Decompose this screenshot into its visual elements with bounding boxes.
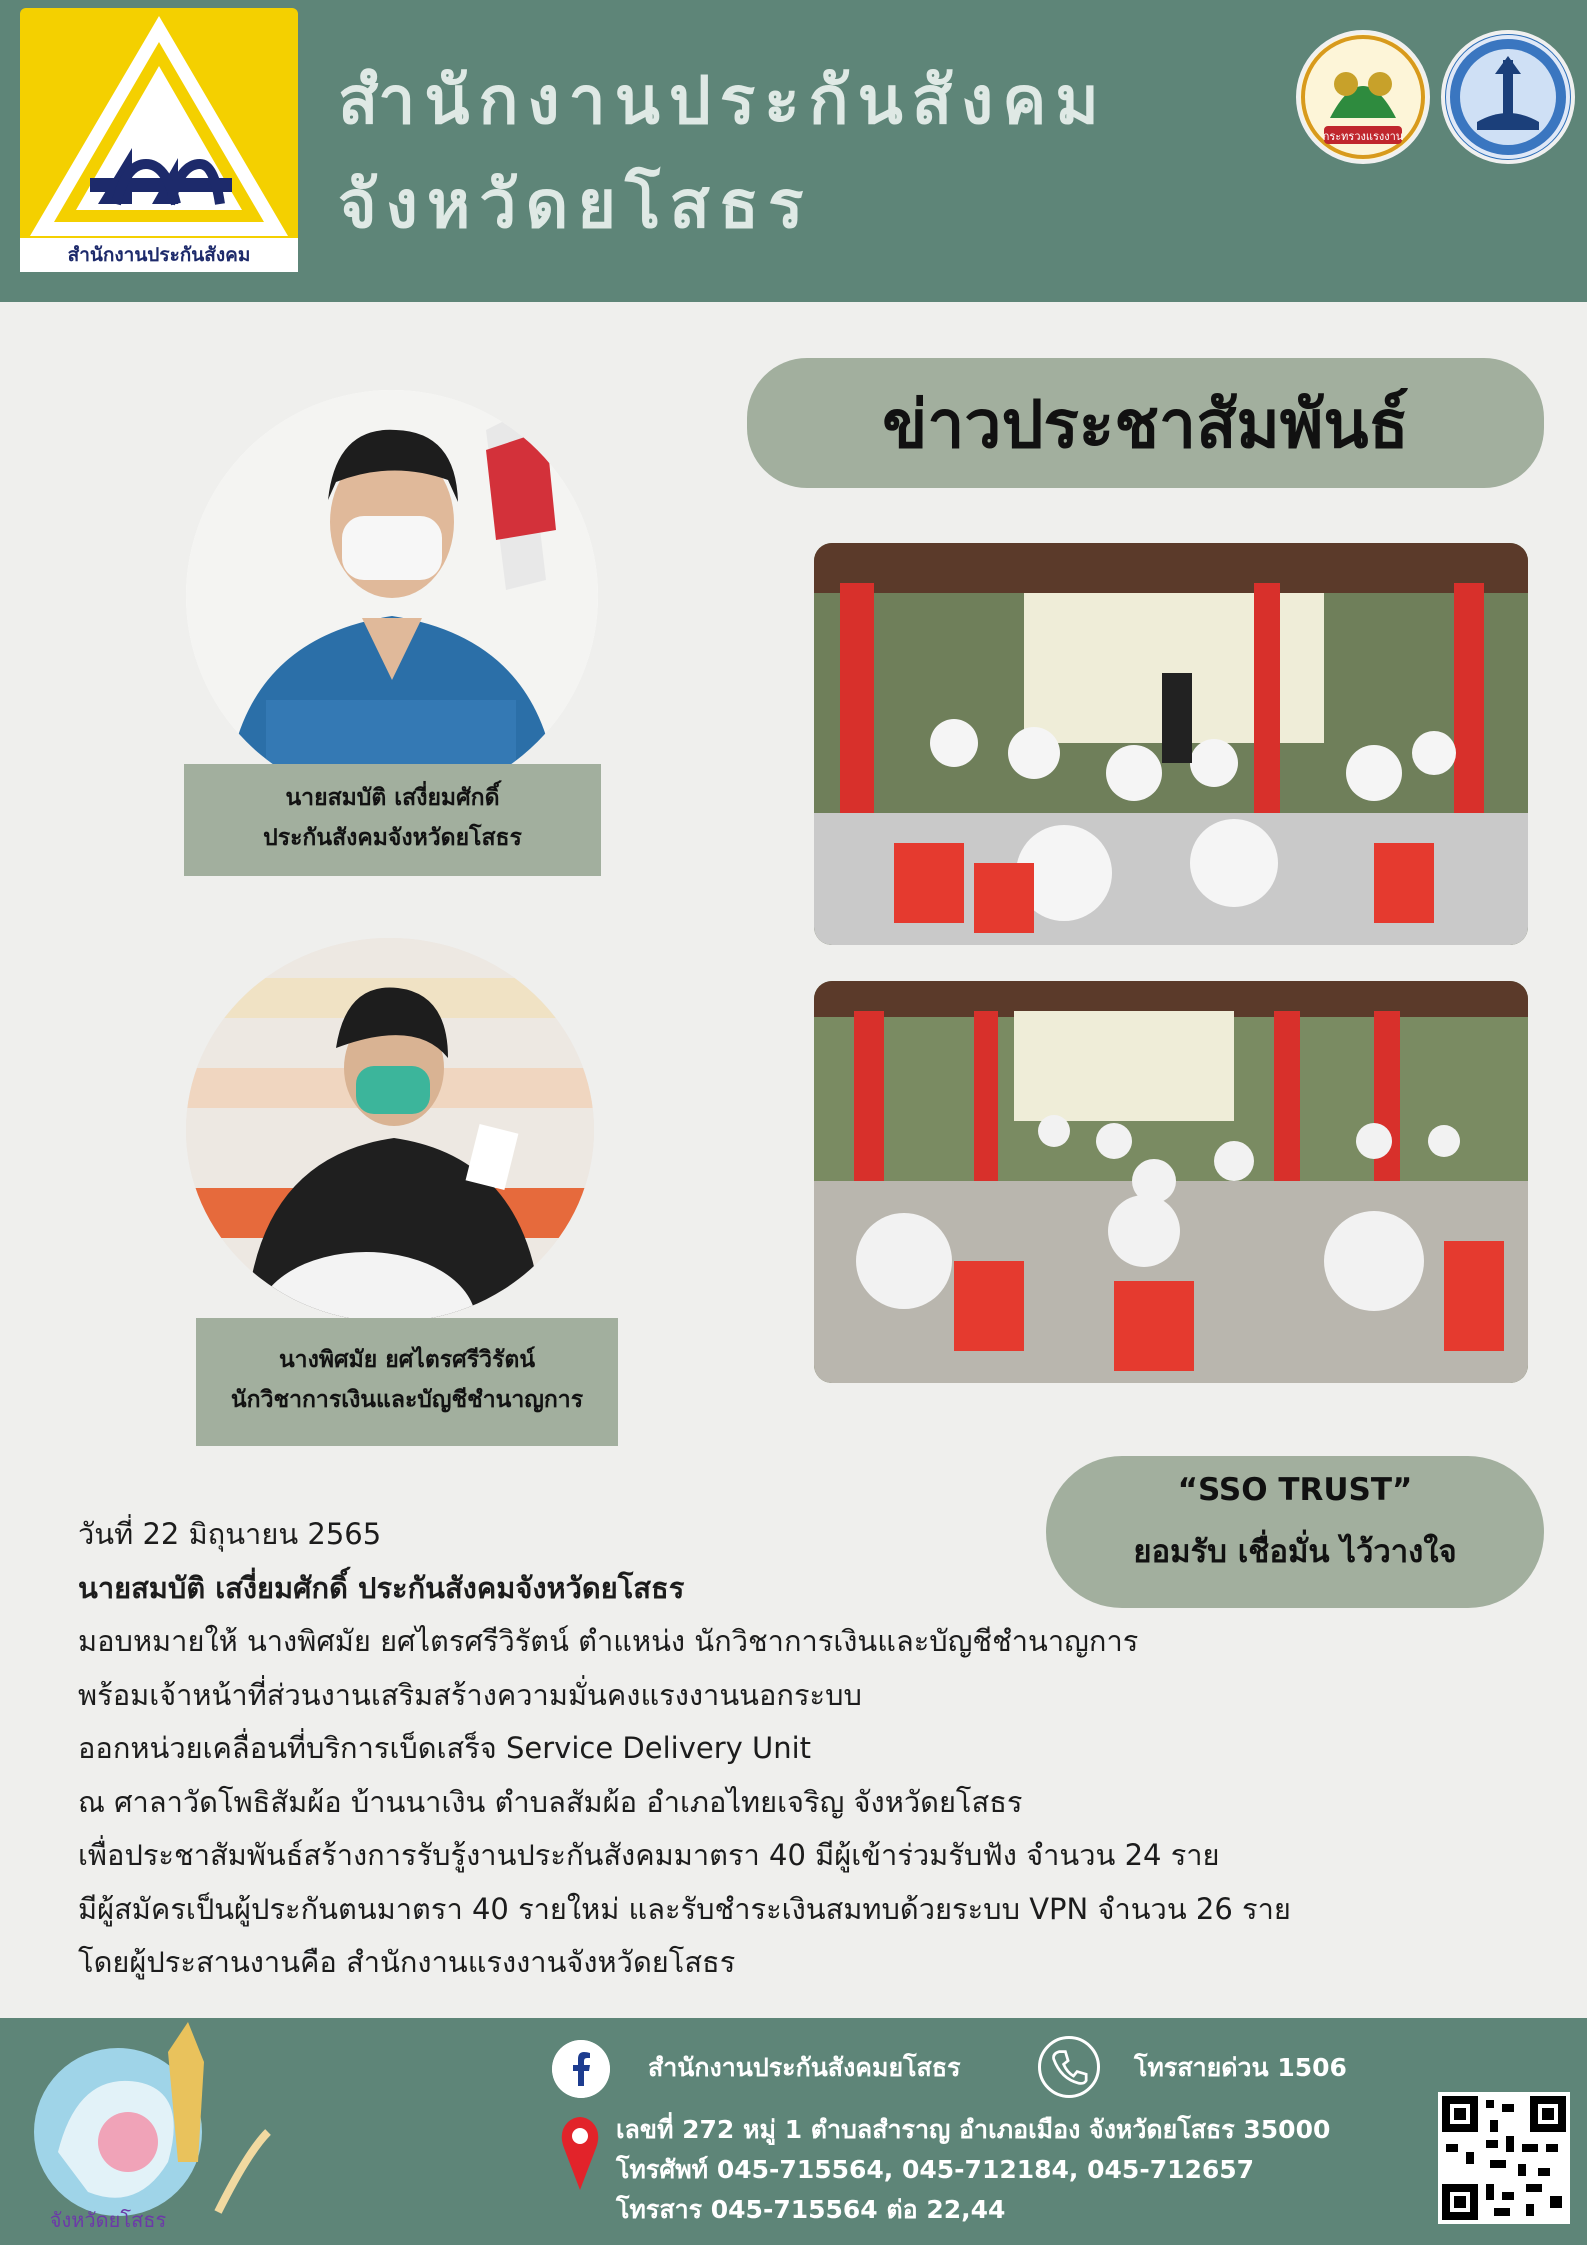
news-line: มอบหมายให้ นางพิศมัย ยศไตรศรีวิรัตน์ ตำแหน่ง นักวิชาการเงินและบัญชีชำนาญการ — [78, 1624, 1139, 1658]
news-lead: นายสมบัติ เสงี่ยมศักดิ์ ประกันสังคมจังหวัดยโสธร — [78, 1570, 685, 1605]
hotline-text: โทรสายด่วน 1506 — [1134, 2053, 1347, 2082]
facebook-icon[interactable] — [552, 2040, 610, 2098]
news-line: ออกหน่วยเคลื่อนที่บริการเบ็ดเสร็จ Service Delivery Unit — [78, 1731, 812, 1765]
portrait-officer-photo — [186, 938, 594, 1322]
news-line: โดยผู้ประสานงานคือ สำนักงานแรงงานจังหวัดยโสธร — [78, 1945, 736, 1979]
yasothon-anniversary-logo — [18, 2012, 276, 2236]
portrait-officer-caption — [196, 1318, 618, 1446]
news-line: พร้อมเจ้าหน้าที่ส่วนงานเสริมสร้างความมั่นคงแรงงานนอกระบบ — [78, 1677, 862, 1712]
news-line: มีผู้สมัครเป็นผู้ประกันตนมาตรา 40 รายใหม่ และรับชำระเงินสมทบด้วยระบบ VPN จำนวน 26 ราย — [78, 1891, 1291, 1926]
portrait-director-photo — [186, 390, 598, 802]
address-text: เลขที่ 272 หมู่ 1 ตำบลสำราญ อำเภอเมือง จังหวัดยโสธร 35000 — [616, 2115, 1331, 2144]
event-photo-2 — [814, 981, 1528, 1383]
anniversary-label: จังหวัดยโสธร — [49, 2208, 167, 2232]
news-line: ณ ศาลาวัดโพธิสัมผ้อ บ้านนาเงิน ตำบลสัมผ้อ อำเภอไทยเจริญ จังหวัดยโสธร — [78, 1784, 1023, 1819]
director-name: นายสมบัติ เสงี่ยมศักดิ์ — [285, 785, 500, 811]
facebook-page-name[interactable]: สำนักงานประกันสังคมยโสธร — [648, 2053, 961, 2082]
phone-icon — [1038, 2036, 1100, 2098]
sso-logo — [20, 8, 298, 270]
yasothon-province-seal — [1441, 30, 1575, 164]
province-title: จังหวัดยโสธร — [338, 166, 813, 243]
headline-title: ข่าวประชาสัมพันธ์ — [882, 386, 1409, 463]
seal-text: กระทรวงแรงงาน — [1322, 130, 1404, 143]
officer-position: นักวิชาการเงินและบัญชีชำนาญการ — [230, 1387, 584, 1413]
location-pin-icon — [558, 2112, 602, 2192]
news-date: วันที่ 22 มิถุนายน 2565 — [78, 1517, 382, 1551]
portrait-director-caption — [184, 764, 601, 876]
slogan-subtitle: ยอมรับ เชื่อมั่น ไว้วางใจ — [1133, 1534, 1457, 1570]
office-title: สำนักงานประกันสังคม — [338, 62, 1108, 139]
officer-name: นางพิศมัย ยศไตรศรีวิรัตน์ — [278, 1347, 536, 1373]
fax-text: โทรสาร 045-715564 ต่อ 22,44 — [616, 2195, 1006, 2224]
ministry-of-labour-seal — [1296, 30, 1430, 164]
news-body — [78, 1508, 1291, 1990]
director-position: ประกันสังคมจังหวัดยโสธร — [263, 825, 522, 851]
phone-numbers-text: โทรศัพท์ 045-715564, 045-712184, 045-712657 — [616, 2155, 1255, 2184]
news-line: เพื่อประชาสัมพันธ์สร้างการรับรู้งานประกันสังคมมาตรา 40 มีผู้เข้าร่วมรับฟัง จำนวน 24 ราย — [78, 1838, 1220, 1872]
slogan-title: “SSO TRUST” — [1177, 1472, 1413, 1508]
qr-code[interactable] — [1438, 2092, 1570, 2224]
sso-logo-caption: สำนักงานประกันสังคม — [20, 238, 298, 272]
event-photo-1 — [814, 543, 1528, 945]
